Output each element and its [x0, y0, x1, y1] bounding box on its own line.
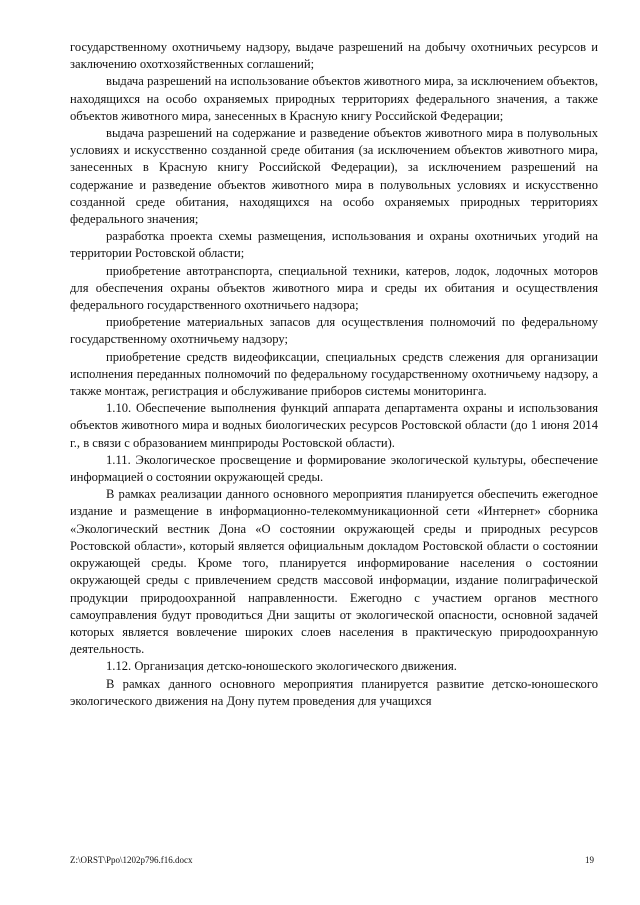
paragraph-3: выдача разрешений на содержание и разведение объектов животного мира в полувольных условиях и искусственно созданной среде обитания (за исключением объектов животного мира, занесенных в Красную книгу Российской Федерации), за исключением разрешений на содержание и разведение объектов животного мира в полувольных условиях и искусственно созданной среде обитания, находящихся на особо охраняемых природных территориях федерального значения;: [70, 126, 598, 227]
paragraph-6: приобретение материальных запасов для осуществления полномочий по федеральному государственному охотничьему надзору;: [70, 315, 598, 347]
paragraph-4: разработка проекта схемы размещения, использования и охраны охотничьих угодий на территории Ростовской области;: [70, 229, 598, 261]
paragraph-2: выдача разрешений на использование объектов животного мира, за исключением объектов, находящихся на особо охраняемых природных территориях федерального значения, а также объектов животного мира, занесенных в Красную книгу Российской Федерации;: [70, 74, 598, 123]
paragraph-10: В рамках реализации данного основного мероприятия планируется обеспечить ежегодное издание и размещение в информационно-телекоммуникационной сети «Интернет» сборника «Экологический вестник Дона «О состоянии окружающей среды и природных ресурсов Ростовской области», который является официальным докладом Ростовской области о состоянии окружающей среды. Кроме того, планируется информирование населения о состоянии окружающей среды с привлечением средств массовой информации, издание полиграфической продукции природоохранной направленности. Ежегодно с участием органов местного самоуправления будут проводиться Дни защиты от экологической опасности, основной задачей которых является вовлечение широких слоев населения в практическую природоохранную деятельность.: [70, 487, 598, 657]
paragraph-1: государственному охотничьему надзору, выдаче разрешений на добычу охотничьих ресурсов и заключению охотхозяйственных соглашений;: [70, 40, 598, 72]
document-body: [70, 39, 598, 710]
paragraph-12: В рамках данного основного мероприятия планируется развитие детско-юношеского экологического движения на Дону путем проведения для учащихся: [70, 676, 598, 708]
paragraph-11: 1.12. Организация детско-юношеского экологического движения.: [106, 659, 457, 674]
footer-page-number: 19: [585, 855, 594, 865]
paragraph-9: 1.11. Экологическое просвещение и формирование экологической культуры, обеспечение информацией о состоянии окружающей среды.: [70, 452, 598, 485]
paragraph-7: приобретение средств видеофиксации, специальных средств слежения для организации исполнения переданных полномочий по федеральному государственному охотничьему надзору, а также монтаж, регистрация и обслуживание приборов системы мониторинга.: [70, 349, 598, 399]
paragraph-8: 1.10. Обеспечение выполнения функций аппарата департамента охраны и использования объектов животного мира и водных биологических ресурсов Ростовской области (до 1 июня 2014 г., в связи с образованием минприроды Ростовской области).: [70, 401, 598, 450]
paragraph-5: приобретение автотранспорта, специальной техники, катеров, лодок, лодочных моторов для обеспечения охраны объектов животного мира и среды их обитания и осуществления федерального государственного охотничьего надзора;: [70, 263, 598, 313]
footer-file-path: Z:\ORST\Ppo\1202p796.f16.docx: [70, 855, 193, 865]
